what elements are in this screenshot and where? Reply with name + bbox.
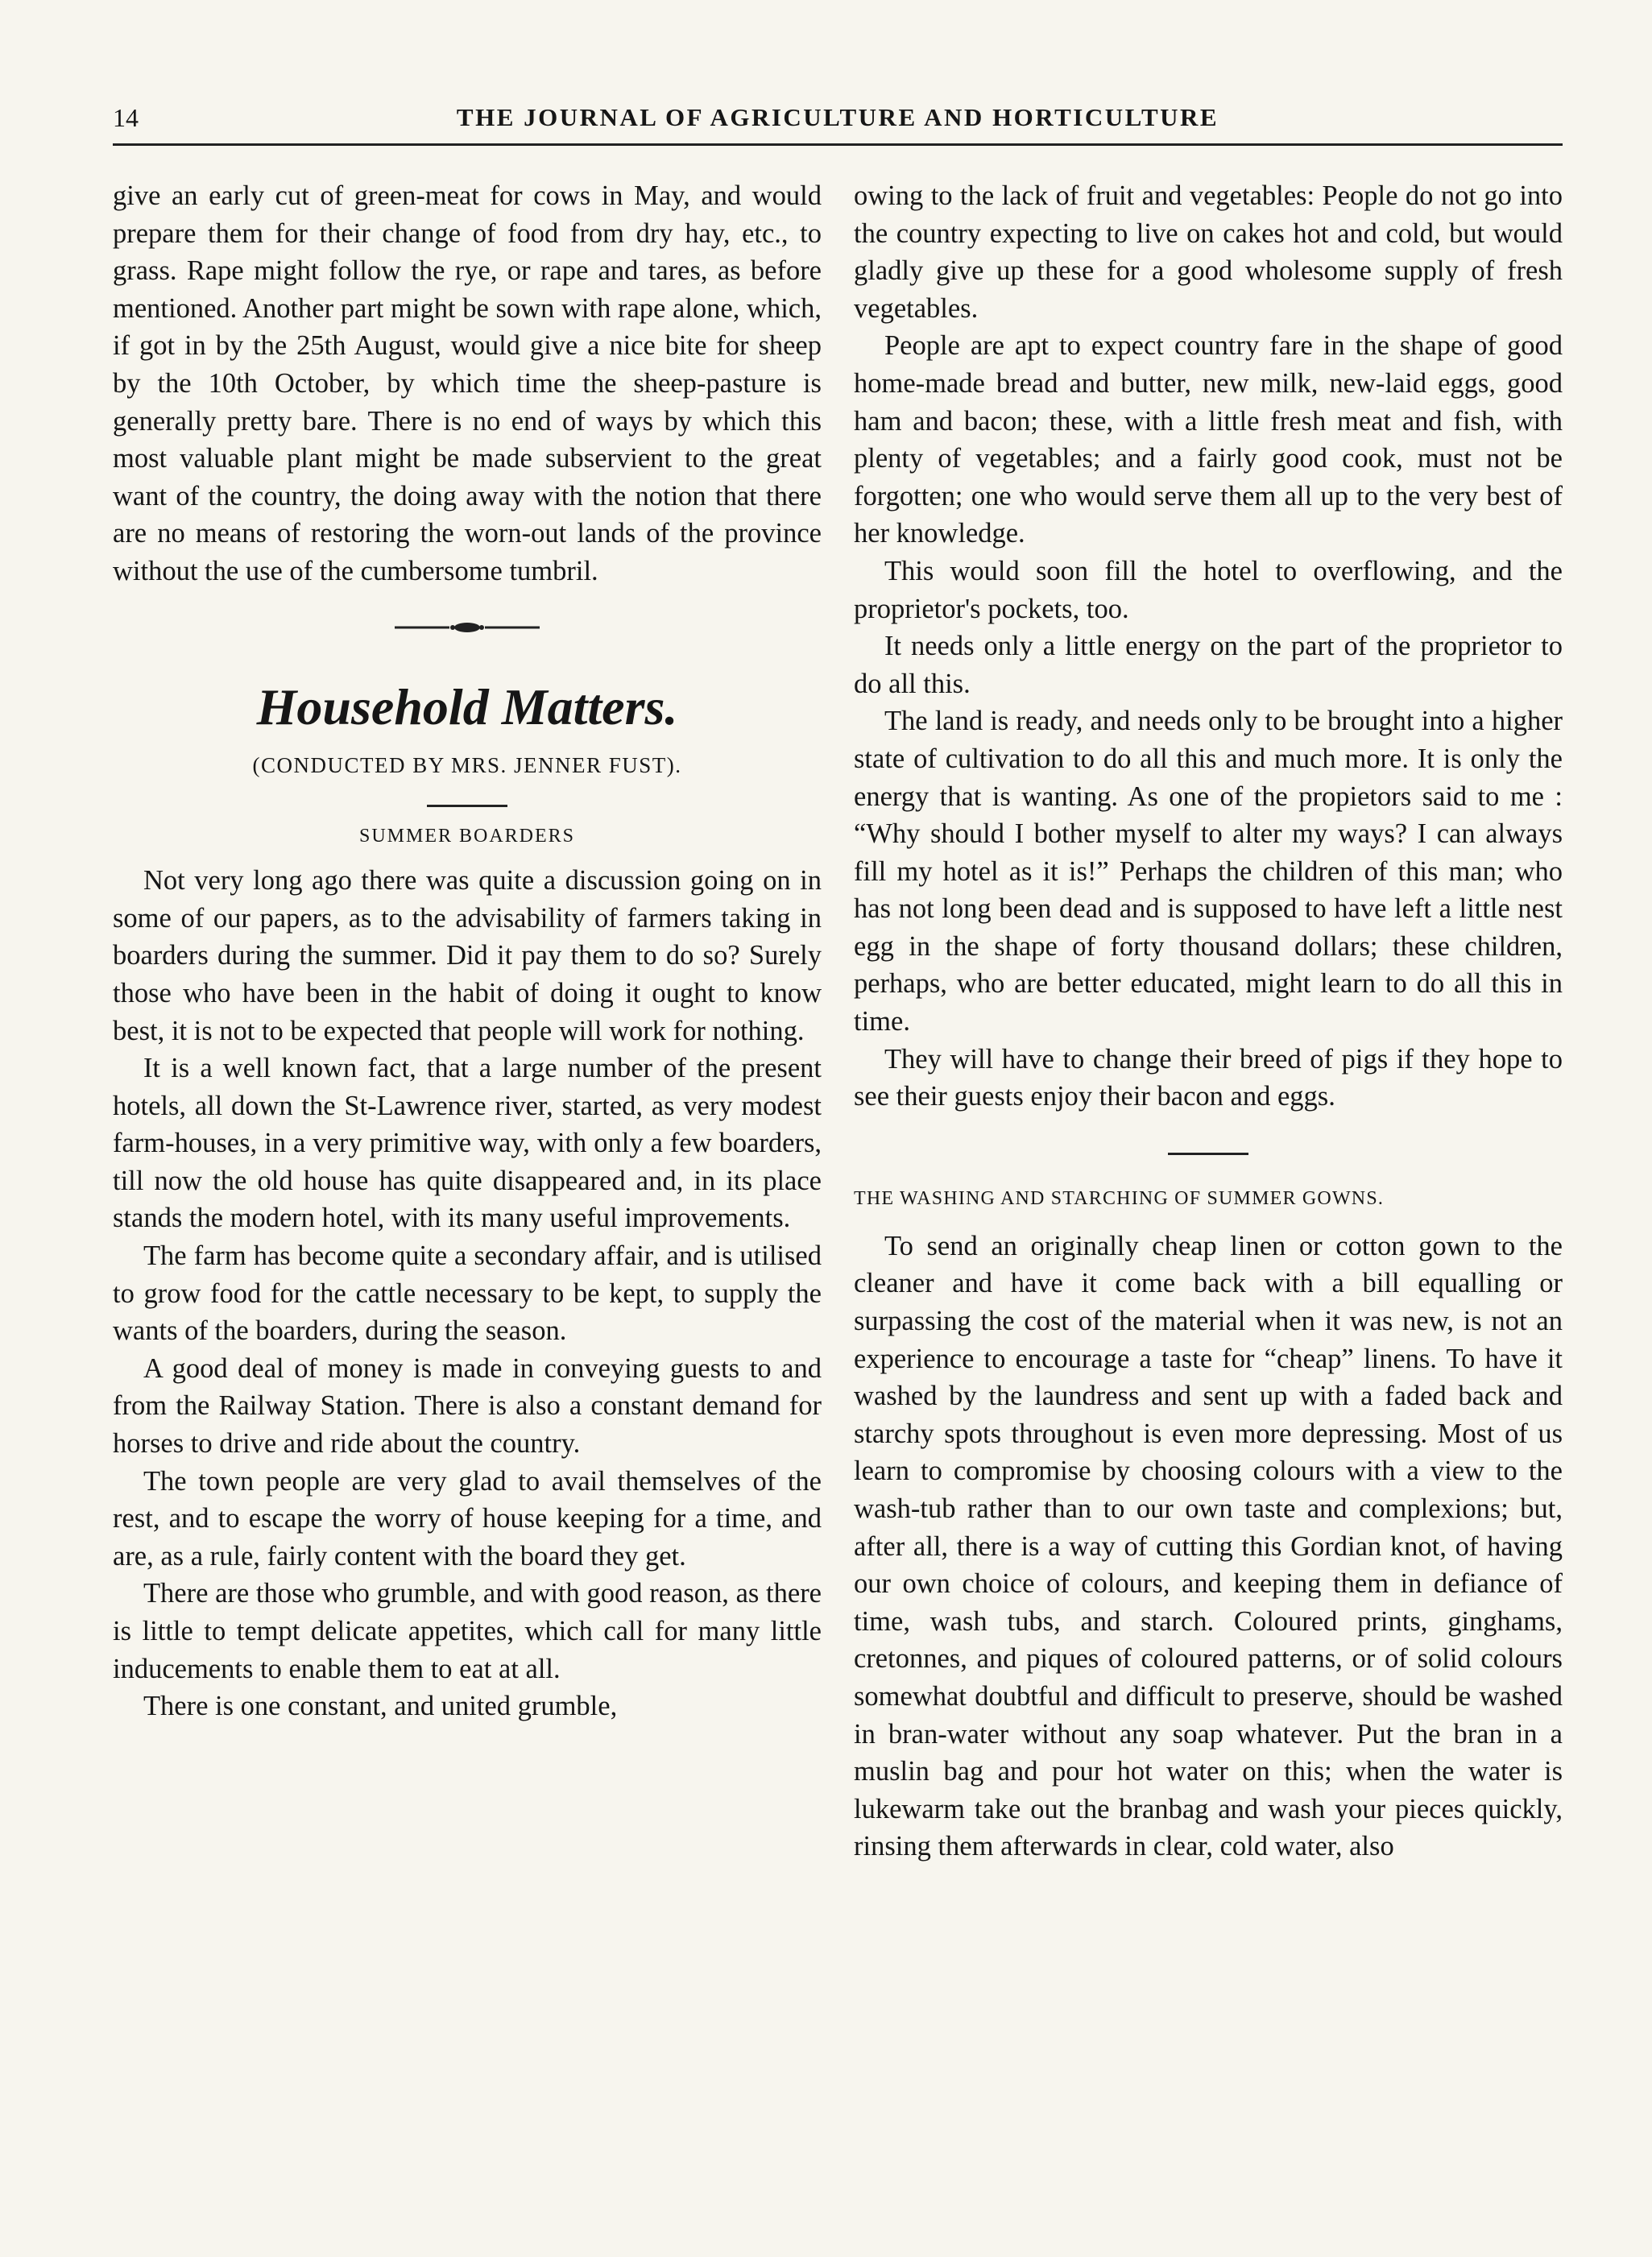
paragraph: It needs only a little energy on the part of the proprietor to do all this.	[854, 631, 1563, 699]
paragraph: Not very long ago there was quite a discussion going on in some of our papers, as to the advisability of farmers taking in boarders during the summer. Did it pay them to do so? Surely those who have been in the habit of doing it ought to know best, it is not to be expected that people will work for nothing.	[113, 865, 822, 1046]
paragraph: This would soon fill the hotel to overflowing, and the proprietor's pockets, too.	[854, 555, 1563, 624]
paragraph: The land is ready, and needs only to be brought into a higher state of cultivation to do all this and much more. It is only the energy that is wanting. As one of the propietors said to me : “Why should I bother myself to alter my ways? I can always fill my hotel as it is!” Perhaps the children of this man; who has not long been dead and is supposed to have left a little nest egg in the shape of forty thousand dollars; these children, perhaps, who are better educated, might learn to do all this in time.	[854, 706, 1563, 1037]
paragraph: The town people are very glad to avail themselves of the rest, and to escape the worry of house keeping for a time, and are, as a rule, fairly content with the board they get.	[113, 1465, 822, 1572]
article-heading: SUMMER BOARDERS	[358, 826, 576, 847]
section-title: Household Matters.	[256, 677, 678, 735]
paragraph: The farm has become quite a secondary affair, and is utilised to grow food for the cattle necessary to be kept, to supply the wants of the boarders, during the season.	[113, 1240, 822, 1347]
paragraph: They will have to change their breed of pigs if they hope to see their guests enjoy their bacon and eggs.	[854, 1043, 1563, 1112]
page-number: 14	[113, 103, 139, 132]
paragraph: People are apt to expect country fare in the shape of good home-made bread and butter, new milk, new-laid eggs, good ham and bacon; these, with a little fresh meat and fish, with plenty of vegetables; and a fairly good cook, must not be forgotten; one who would serve them all up to the very best of her knowledge.	[854, 330, 1563, 549]
section-divider-rule	[1168, 1153, 1248, 1155]
paragraph: There is one constant, and united grumble,	[143, 1691, 618, 1722]
section-byline: (CONDUCTED BY MRS. JENNER FUST).	[252, 752, 682, 777]
article-heading: THE WASHING AND STARCHING OF SUMMER GOWNS.	[854, 1187, 1385, 1209]
journal-title: THE JOURNAL OF AGRICULTURE AND HORTICULTURE	[456, 103, 1219, 131]
running-header	[113, 103, 1563, 135]
ornament-divider-icon	[395, 619, 540, 636]
right-column	[854, 177, 1563, 1866]
paragraph: There are those who grumble, and with good reason, as there is little to tempt delicate appetites, which call for many little inducements to enable them to eat at all.	[113, 1578, 822, 1684]
continued-paragraph: give an early cut of green-meat for cows in May, and would prepare them for their change of food from dry hay, etc., to grass. Rape might follow the rye, or rape and tares, as before mentioned. Another part might be sown with rape alone, which, if got in by the 25th August, would give a nice bite for sheep by the 10th October, by which time the sheep-pasture is generally pretty bare. There is no end of ways by which this most valuable plant might be made subservient to the great want of the country, the doing away with the notion that there are no means of restoring the worn-out lands of the province without the use of the cumbersome tumbril.	[113, 180, 822, 586]
heading-rule	[427, 805, 507, 807]
paragraph: A good deal of money is made in conveying guests to and from the Railway Station. There is also a constant demand for horses to drive and ride about the country.	[113, 1352, 822, 1460]
paragraph: owing to the lack of fruit and vegetables: People do not go into the country expecting to live on cakes hot and cold, but would gladly give up these for a good wholesome supply of fresh vegetables.	[854, 180, 1563, 324]
paragraph: It is a well known fact, that a large number of the present hotels, all down the St-Lawrence river, started, as very modest farm-houses, in a very primitive way, with only a few boarders, till now the old house has quite disappeared and, in its place stands the modern hotel, with its many useful improvements.	[113, 1053, 822, 1234]
left-column	[113, 177, 822, 1725]
header-rule	[113, 143, 1563, 146]
paragraph: To send an originally cheap linen or cotton gown to the cleaner and have it come back with a bill equalling or surpassing the cost of the material when it was new, is not an experience to encourage a taste for “cheap” linens. To have it washed by the laundress and sent up with a faded back and starchy spots throughout is even more depressing. Most of us learn to compromise by choosing colours with a view to the wash-tub rather than to our own taste and complexions; but, after all, there is a way of cutting this Gordian knot, of having our own choice of colours, and keeping them in defiance of time, wash tubs, and starch. Coloured prints, ginghams, cretonnes, and piques of coloured patterns, or of solid colours somewhat doubtful and difficult to preserve, should be washed in bran-water without any soap whatever. Put the bran in a muslin bag and pour hot water on this; when the water is lukewarm take out the branbag and wash your pieces quickly, rinsing them afterwards in clear, cold water, also	[854, 1230, 1563, 1862]
